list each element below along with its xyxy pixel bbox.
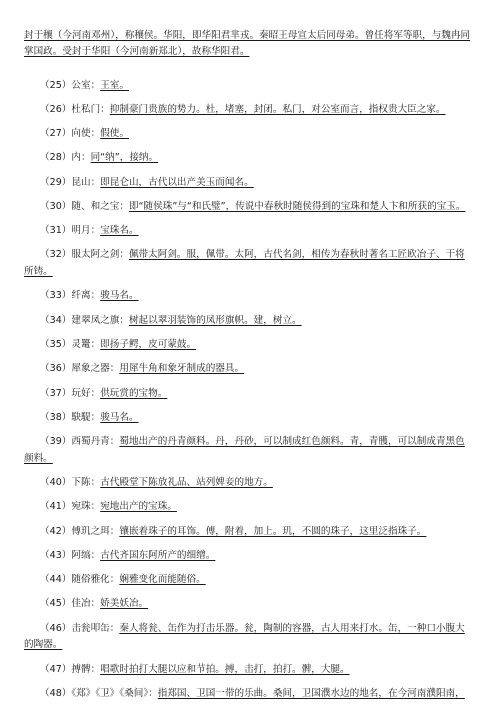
annotation-entry [40, 573, 476, 587]
annotation-entry [40, 476, 476, 490]
annotation-definition: 指郑国、卫国一带的乐曲。桑间，卫国濮水边的地名，在今河南濮阳南， [157, 688, 465, 699]
annotation-entry [40, 248, 476, 262]
annotation-term: （42）傅玑之珥： [40, 526, 120, 537]
annotation-entry [40, 79, 476, 93]
annotation-definition: 宛地出产的宝珠。 [100, 501, 177, 512]
annotation-term: （28）内： [40, 152, 91, 163]
annotation-term: （45）佳冶： [40, 598, 101, 609]
annotation-entry [40, 127, 476, 141]
annotation-term: （46）击瓮叩缶： [40, 623, 120, 634]
annotation-continuation [24, 638, 476, 652]
annotation-continuation [24, 452, 476, 466]
annotation-term: （41）宛珠： [40, 501, 101, 512]
annotation-term: （44）随俗雅化： [40, 574, 120, 585]
annotation-term: （48）《郑》《卫》《桑间》： [40, 688, 158, 699]
annotation-definition: 树起以翠羽装饰的凤形旗帜。建，树立。 [128, 315, 302, 326]
annotation-entry [40, 687, 476, 701]
annotation-term: （40）下陈： [40, 477, 101, 488]
annotation-continuation [24, 45, 476, 59]
annotation-entry [40, 103, 476, 117]
annotation-term: （33）纤离： [40, 290, 101, 301]
annotation-term: （36）犀象之器： [40, 363, 120, 374]
annotation-definition: 古代殿堂下陈放礼品、站列婢妾的地方。 [100, 477, 273, 488]
annotation-entry [40, 525, 476, 539]
annotation-term: （39）西蜀丹青： [40, 436, 120, 447]
annotation-definition: 唱歌时拍打大腿以应和节拍。搏，击打，拍打。髀，大腿。 [100, 664, 350, 675]
annotation-entry [40, 314, 476, 328]
annotation-definition: 即“随侯珠”与“和氏璧”，传说中春秋时随侯得到的宝珠和楚人卞和所获的宝玉。 [128, 201, 466, 212]
annotation-entry [40, 200, 476, 214]
annotation-definition: 镶嵌着珠子的耳饰。傅，附着，加上。玑，不圆的珠子，这里泛指珠子。 [119, 526, 427, 537]
annotation-definition: 骏马名。 [100, 290, 139, 301]
annotation-term: （47）搏髀： [40, 664, 101, 675]
annotation-definition: 古代齐国东阿所产的细缯。 [100, 550, 216, 561]
annotation-definition: 娴雅变化而能随俗。 [119, 574, 206, 585]
annotation-term: （31）明月： [40, 225, 101, 236]
annotation-term: （38）駃騠： [40, 412, 101, 423]
annotation-definition: 蜀地出产的丹青颜料。丹，丹砂，可以制成红色颜料。青，青雘，可以制成青黑色 [119, 436, 465, 447]
annotation-term: （29）昆山： [40, 177, 101, 188]
annotation-definition: 用犀牛角和象牙制成的器具。 [119, 363, 245, 374]
annotation-entry [40, 411, 476, 425]
annotation-definition: 即昆仑山，古代以出产美玉而闻名。 [100, 177, 254, 188]
annotation-definition: 的陶器。 [24, 639, 63, 650]
annotation-entry [40, 500, 476, 514]
annotation-term: （32）服太阿之剑： [40, 249, 129, 260]
annotation-definition: 秦人将瓮、缶作为打击乐器。瓮，陶制的容器，古人用来打水。缶，一种口小腹大 [119, 623, 465, 634]
annotation-entry [40, 151, 476, 165]
annotation-term: （26）杜私门： [40, 104, 110, 115]
annotation-definition: 假使。 [100, 128, 129, 139]
annotation-definition: 王室。 [100, 80, 129, 91]
annotation-definition: 即扬子鳄，皮可蒙鼓。 [100, 339, 197, 350]
annotation-term: （34）建翠凤之旗： [40, 315, 129, 326]
annotation-definition: 掌国政。受封于华阳（今河南新郑北），故称华阳君。 [24, 46, 250, 57]
annotation-term: （35）灵鼍： [40, 339, 101, 350]
annotation-definition: 颜料。 [24, 453, 53, 464]
annotation-entry [40, 176, 476, 190]
annotation-definition: 供玩赏的宝物。 [100, 388, 168, 399]
annotation-entry [40, 362, 476, 376]
annotation-entry [40, 622, 476, 636]
annotation-term: （43）阿缟： [40, 550, 101, 561]
annotation-definition: 娇美妖冶。 [100, 598, 149, 609]
annotation-definition: 骏马名。 [100, 412, 139, 423]
annotation-entry [40, 289, 476, 303]
annotation-definition: 所铸。 [24, 266, 53, 277]
annotation-term: （27）向使： [40, 128, 101, 139]
annotation-definition: 抑制豪门贵族的势力。杜，堵塞，封闭。私门，对公室而言，指权贵大臣之家。 [109, 104, 446, 115]
annotation-entry [40, 387, 476, 401]
annotation-definition: 封于穰（今河南邓州），称穰侯。华阳，即华阳君芈戎。秦昭王母宣太后同母弟。曾任将军等职，与魏冉同 [24, 30, 471, 41]
annotation-entry [40, 663, 476, 677]
annotation-continuation [24, 265, 476, 279]
annotation-term: （25）公室： [40, 80, 101, 91]
annotation-entry [40, 224, 476, 238]
annotation-entry [40, 338, 476, 352]
annotation-definition: 宝珠名。 [100, 225, 139, 236]
annotation-entry [40, 549, 476, 563]
annotation-term: （30）随、和之宝： [40, 201, 129, 212]
annotation-entry [40, 597, 476, 611]
annotation-term: （37）玩好： [40, 388, 101, 399]
annotation-definition: 同“纳”，接纳。 [90, 152, 159, 163]
annotation-continuation [24, 29, 476, 43]
annotation-definition: 佩带太阿剑。服，佩带。太阿，古代名剑，相传为春秋时著名工匠欧冶子、干将 [128, 249, 465, 260]
annotation-entry [40, 435, 476, 449]
